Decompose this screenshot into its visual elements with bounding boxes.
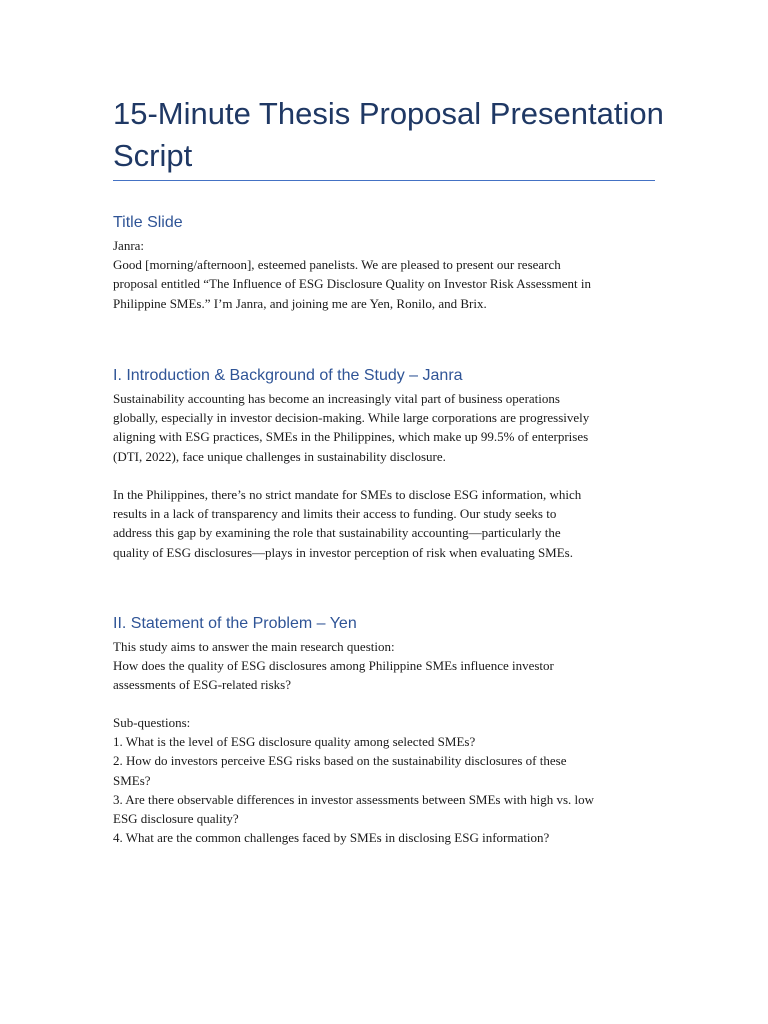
paragraph-line: results in a lack of transparency and limits their access to funding. Our study seeks to — [113, 506, 557, 522]
section-heading-introduction: I. Introduction & Background of the Study – Janra — [113, 367, 463, 384]
section-body-title-slide — [113, 236, 665, 313]
title-underline — [113, 180, 655, 181]
paragraph-line: quality of ESG disclosures—plays in investor perception of risk when evaluating SMEs. — [113, 544, 573, 560]
subquestion-item: 3. Are there observable differences in investor assessments between SMEs with high vs. low — [113, 791, 595, 807]
subquestion-item: 4. What are the common challenges faced by SMEs in disclosing ESG information? — [113, 830, 550, 846]
section-heading-statement-of-problem: II. Statement of the Problem – Yen — [113, 615, 357, 632]
paragraph-line: (DTI, 2022), face unique challenges in sustainability disclosure. — [113, 448, 446, 464]
section-body-introduction-p1 — [113, 389, 665, 466]
paragraph-line: This study aims to answer the main research question: — [113, 639, 395, 654]
paragraph-line: Sustainability accounting has become an increasingly vital part of business operations — [113, 391, 560, 406]
subquestions-label: Sub-questions: — [113, 715, 191, 730]
paragraph-line: address this gap by examining the role that sustainability accounting—particularly the — [113, 525, 561, 541]
paragraph-line: proposal entitled “The Influence of ESG Disclosure Quality on Investor Risk Assessment in — [113, 276, 592, 292]
document-title: 15-Minute Thesis Proposal Presentation Script — [113, 96, 664, 173]
paragraph-line: aligning with ESG practices, SMEs in the Philippines, which make up 99.5% of enterprises — [113, 429, 589, 445]
paragraph-line: Good [morning/afternoon], esteemed panelists. We are pleased to present our research — [113, 257, 561, 273]
subquestion-item: 2. How do investors perceive ESG risks based on the sustainability disclosures of these — [113, 753, 567, 769]
paragraph-line: How does the quality of ESG disclosures among Philippine SMEs influence investor — [113, 658, 554, 674]
section-heading-title-slide: Title Slide — [113, 214, 183, 231]
paragraph-line: assessments of ESG-related risks? — [113, 677, 291, 693]
section-body-introduction-p2 — [113, 485, 665, 562]
subquestion-item: 1. What is the level of ESG disclosure quality among selected SMEs? — [113, 734, 476, 750]
paragraph-line: globally, especially in investor decision-making. While large corporations are progressively — [113, 410, 590, 426]
speaker-label: Janra: — [113, 238, 145, 253]
subquestion-item: SMEs? — [113, 772, 151, 788]
section-body-problem-p1 — [113, 637, 665, 695]
subquestion-item: ESG disclosure quality? — [113, 811, 239, 827]
paragraph-line: In the Philippines, there’s no strict mandate for SMEs to disclose ESG information, which — [113, 487, 582, 502]
paragraph-line: Philippine SMEs.” I’m Janra, and joining me are Yen, Ronilo, and Brix. — [113, 295, 487, 311]
section-body-problem-subquestions — [113, 713, 665, 847]
